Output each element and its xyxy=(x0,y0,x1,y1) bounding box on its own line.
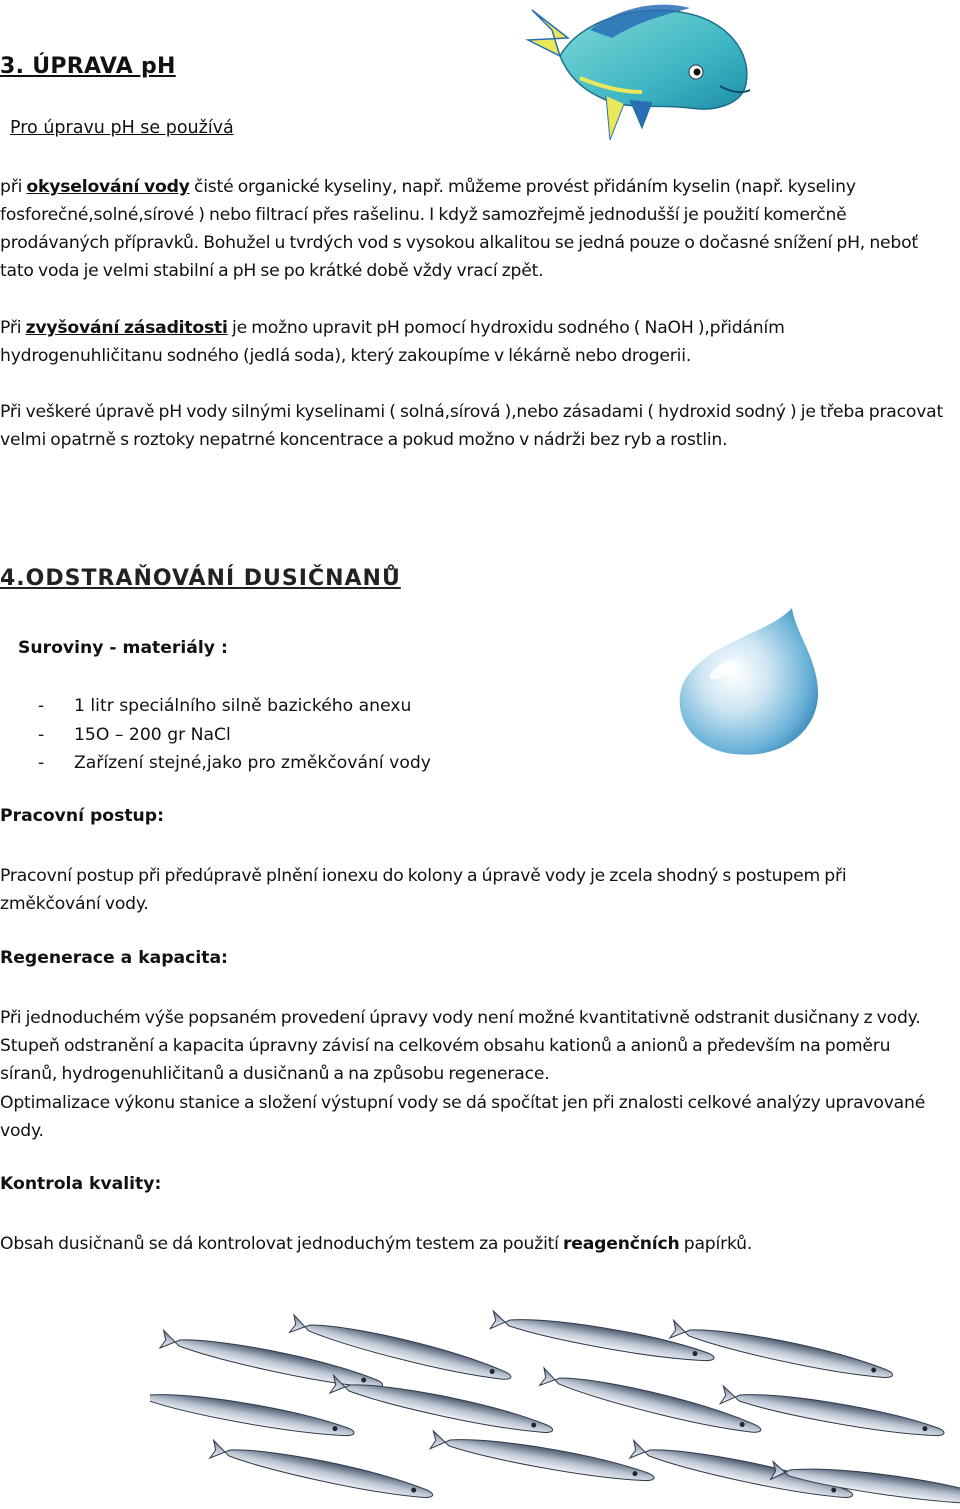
paragraph-procedure: Pracovní postup při předúpravě plnění ionexu do kolony a úpravě vody je zcela shodný s postupem při změkčování vody. xyxy=(0,866,847,914)
list-dash: - xyxy=(38,696,45,716)
list-item-text: 15O – 200 gr NaCl xyxy=(74,724,231,745)
list-item xyxy=(38,749,431,778)
section-heading-ph: 3. ÚPRAVA pH xyxy=(0,54,176,79)
procedure-title: Pracovní postup: xyxy=(0,806,164,826)
sardine-school-illustration xyxy=(150,1300,960,1509)
paragraph-acidification xyxy=(0,173,950,285)
list-dash: - xyxy=(38,753,45,773)
materials-title: Suroviny - materiály : xyxy=(18,638,228,658)
term-alkalinity: zvyšování zásaditosti xyxy=(25,318,228,338)
term-reagent: reagenčních xyxy=(563,1234,680,1254)
materials-list xyxy=(38,692,431,778)
term-acidification: okyselování vody xyxy=(26,177,190,197)
paragraph-optimization: Optimalizace výkonu stanice a složení výstupní vody se dá spočítat jen při znalosti celkové analýzy upravované vody. xyxy=(0,1093,926,1141)
water-drop-illustration xyxy=(672,600,842,760)
text-fragment: čisté organické kyseliny, např. můžeme provést přidáním kyselin (např. kyseliny fosforečné,solné,sírové ) nebo filtrací přes rašelinu. I když samozřejmě jednodušší je použití komerčně prodávaných přípravků. Bohužel u tvrdých vod s vysokou alkalitou se jedná pouze o dočasné snížení pH, neboť tato voda je velmi stabilní a pH se po krátké době vždy vrací zpět. xyxy=(0,177,918,281)
paragraph-quality xyxy=(0,1230,950,1258)
list-dash: - xyxy=(38,724,45,745)
text-fragment: je možno upravit pH pomocí hydroxidu sodného ( NaOH ),přidáním hydrogenuhličitanu sodného (jedlá soda), který zakoupíme v lékárně nebo drogerii. xyxy=(0,318,785,366)
list-item-text: Zařízení stejné,jako pro změkčování vody xyxy=(74,753,431,773)
list-item-text: 1 litr speciálního silně bazického anexu xyxy=(74,696,412,716)
quality-title: Kontrola kvality: xyxy=(0,1174,162,1194)
list-item xyxy=(38,692,431,721)
section-subheading: Pro úpravu pH se používá xyxy=(10,118,234,138)
paragraph-regeneration: Při jednoduchém výše popsaném provedení úpravy vody není možné kvantitativně odstranit dusičnany z vody. Stupeň odstranění a kapacita úpravny závisí na celkovém obsahu kationů a anionů a především na poměru síranů, hydrogenuhličitanů a dusičnanů a na způsobu regenerace. xyxy=(0,1008,921,1084)
paragraph-alkalinity xyxy=(0,314,950,370)
paragraph-safety: Při veškeré úpravě pH vody silnými kyselinami ( solná,sírová ),nebo zásadami ( hydroxid sodný ) je třeba pracovat velmi opatrně s roztoky nepatrné koncentrace a pokud možno v nádrži bez ryb a rostlin. xyxy=(0,402,944,450)
text-fragment: při xyxy=(0,177,27,197)
regeneration-title: Regenerace a kapacita: xyxy=(0,948,228,968)
text-fragment: papírků. xyxy=(679,1234,753,1254)
section-heading-nitrates: 4.ODSTRAŇOVÁNÍ DUSIČNANŮ xyxy=(0,566,401,591)
text-fragment: Při xyxy=(0,318,26,338)
list-item xyxy=(38,721,431,750)
text-fragment: Obsah dusičnanů se dá kontrolovat jednoduchým testem za použití xyxy=(0,1234,564,1254)
parrotfish-illustration xyxy=(520,0,760,148)
